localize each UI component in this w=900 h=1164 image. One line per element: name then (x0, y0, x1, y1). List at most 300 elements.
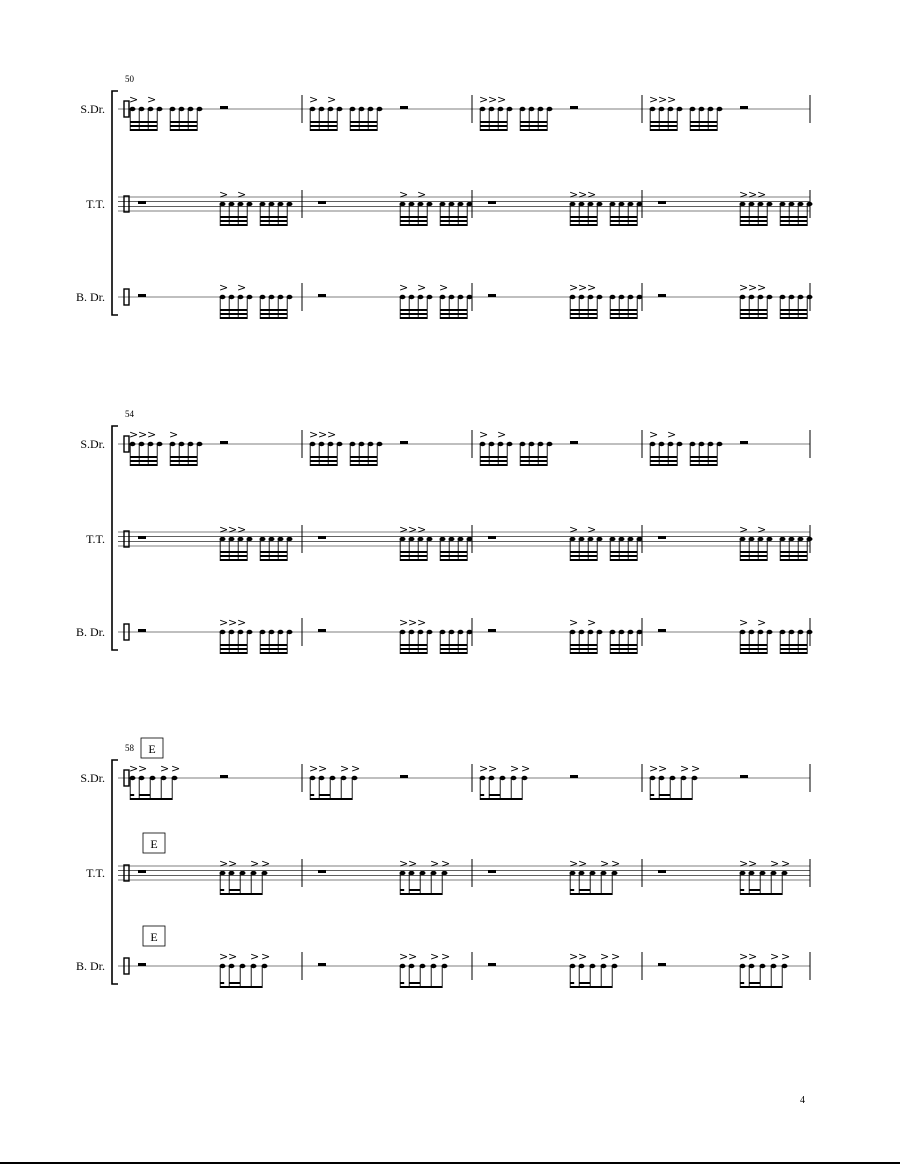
beam (740, 551, 767, 553)
beam (400, 559, 427, 561)
beam (740, 309, 767, 311)
accent-mark: > (237, 188, 247, 201)
accent-mark: > (757, 188, 767, 201)
measure-3 (479, 93, 578, 131)
accent-mark: > (611, 857, 621, 870)
accent-mark: > (261, 950, 271, 963)
beam (260, 644, 287, 646)
accent-mark: > (569, 281, 579, 294)
accent-mark: > (739, 281, 749, 294)
note-group (309, 93, 343, 131)
accent-mark: > (417, 281, 427, 294)
beam (610, 652, 637, 654)
beam (220, 313, 247, 315)
accent-mark: > (739, 523, 749, 536)
accent-mark: > (417, 188, 427, 201)
accent-mark: > (169, 428, 179, 441)
half-rest (658, 294, 666, 297)
accent-mark: > (578, 950, 588, 963)
beam (350, 460, 377, 462)
accent-mark: > (770, 857, 780, 870)
accent-mark: > (569, 616, 579, 629)
beam (319, 794, 330, 796)
accent-mark: > (569, 188, 579, 201)
beam (170, 456, 197, 458)
accent-mark: > (237, 281, 247, 294)
accent-mark: > (748, 857, 758, 870)
accent-mark: > (318, 762, 328, 775)
beam (480, 129, 507, 131)
beam (260, 648, 287, 650)
measure-3 (479, 428, 578, 466)
note-group (569, 523, 603, 561)
instrument-label: T.T. (86, 866, 105, 880)
beam (130, 460, 157, 462)
beam (260, 559, 287, 561)
beam (130, 798, 150, 800)
beam (170, 121, 197, 123)
beam (440, 555, 467, 557)
beam (440, 224, 467, 226)
instrument-label: T.T. (86, 532, 105, 546)
accent-mark: > (318, 428, 328, 441)
beam (400, 317, 427, 319)
beam (220, 555, 247, 557)
measure-3 (488, 523, 643, 561)
beam (229, 982, 240, 984)
measure-4 (649, 428, 748, 466)
beam (690, 456, 717, 458)
accent-mark: > (611, 950, 621, 963)
note-group (399, 281, 433, 319)
half-rest (658, 870, 666, 873)
beam (440, 559, 467, 561)
note-group (399, 188, 433, 226)
measure-2 (309, 762, 408, 800)
beam (440, 216, 467, 218)
beam (650, 129, 677, 131)
beam (480, 456, 507, 458)
beam (500, 798, 522, 800)
accent-mark: > (408, 950, 418, 963)
beam (570, 313, 597, 315)
system-bracket (112, 760, 118, 984)
measure-4 (658, 950, 790, 988)
beam (170, 460, 197, 462)
beam (650, 460, 677, 462)
beam (400, 652, 427, 654)
beam (570, 982, 574, 984)
accent-mark: > (488, 93, 498, 106)
beam (139, 794, 150, 796)
measure-2 (318, 616, 473, 654)
beam (350, 129, 377, 131)
beam (130, 794, 134, 796)
accent-mark: > (129, 762, 139, 775)
page-number: 4 (800, 1095, 805, 1106)
beam (579, 982, 590, 984)
beam (690, 464, 717, 466)
accent-mark: > (309, 93, 319, 106)
accent-mark: > (399, 188, 409, 201)
accent-mark: > (430, 857, 440, 870)
instrument-label: T.T. (86, 197, 105, 211)
accent-mark: > (261, 857, 271, 870)
note-group (129, 93, 163, 131)
accent-mark: > (219, 857, 229, 870)
beam (610, 224, 637, 226)
accent-mark: > (147, 428, 157, 441)
beam (650, 798, 670, 800)
beam (220, 216, 247, 218)
note-group (309, 428, 343, 466)
instrument-label: S.Dr. (80, 771, 105, 785)
beam (400, 889, 404, 891)
measure-number: 50 (125, 74, 134, 84)
beam (670, 798, 692, 800)
beam (740, 893, 760, 895)
accent-mark: > (649, 93, 659, 106)
accent-mark: > (219, 281, 229, 294)
note-group (649, 93, 683, 131)
rehearsal-mark: E (150, 930, 158, 944)
accent-mark: > (479, 762, 489, 775)
beam (260, 652, 287, 654)
beam (220, 986, 240, 988)
beam (480, 121, 507, 123)
beam (520, 125, 547, 127)
beam (260, 224, 287, 226)
note-group (479, 428, 513, 466)
beam (220, 220, 247, 222)
beam (400, 982, 404, 984)
beam (740, 652, 767, 654)
beam (130, 121, 157, 123)
beam (520, 460, 547, 462)
beam (740, 317, 767, 319)
beam (740, 889, 744, 891)
half-rest (740, 106, 748, 109)
beam (240, 986, 262, 988)
half-rest (570, 775, 578, 778)
accent-mark: > (578, 188, 588, 201)
accent-mark: > (439, 281, 449, 294)
note-group (780, 295, 813, 319)
note-group (569, 281, 603, 319)
measure-3 (488, 857, 620, 895)
beam (740, 216, 767, 218)
accent-mark: > (171, 762, 181, 775)
accent-mark: > (309, 428, 319, 441)
rehearsal-mark: E (150, 837, 158, 851)
beam (570, 309, 597, 311)
beam (520, 464, 547, 466)
beam (220, 889, 224, 891)
accent-mark: > (340, 762, 350, 775)
accent-mark: > (748, 950, 758, 963)
beam (570, 224, 597, 226)
beam (610, 309, 637, 311)
beam (400, 648, 427, 650)
beam (780, 648, 807, 650)
note-group (260, 630, 293, 654)
note-group (780, 630, 813, 654)
beam (480, 464, 507, 466)
accent-mark: > (667, 428, 677, 441)
beam (690, 121, 717, 123)
beam (740, 224, 767, 226)
accent-mark: > (228, 616, 238, 629)
half-rest (658, 201, 666, 204)
accent-mark: > (691, 762, 701, 775)
beam (690, 129, 717, 131)
beam (740, 555, 767, 557)
instrument-label: S.Dr. (80, 102, 105, 116)
beam (570, 652, 597, 654)
measure-1 (129, 428, 228, 466)
half-rest (570, 106, 578, 109)
beam (220, 309, 247, 311)
accent-mark: > (417, 523, 427, 536)
measure-4 (658, 616, 813, 654)
accent-mark: > (757, 281, 767, 294)
beam (480, 125, 507, 127)
accent-mark: > (219, 188, 229, 201)
accent-mark: > (757, 523, 767, 536)
beam (400, 220, 427, 222)
instrument-label: B. Dr. (75, 625, 105, 639)
measure-1 (129, 762, 228, 800)
accent-mark: > (250, 950, 260, 963)
beam (570, 317, 597, 319)
accent-mark: > (408, 523, 418, 536)
accent-mark: > (228, 523, 238, 536)
rehearsal-mark: E (148, 742, 156, 756)
accent-mark: > (479, 428, 489, 441)
beam (570, 893, 590, 895)
beam (570, 644, 597, 646)
note-group (350, 442, 383, 466)
beam (780, 652, 807, 654)
accent-mark: > (649, 428, 659, 441)
note-group (219, 616, 253, 654)
beam (650, 464, 677, 466)
accent-mark: > (129, 93, 139, 106)
beam (740, 648, 767, 650)
note-group (399, 523, 433, 561)
accent-mark: > (237, 616, 247, 629)
half-rest (400, 775, 408, 778)
note-group (350, 107, 383, 131)
measure-number: 54 (125, 409, 134, 419)
beam (400, 216, 427, 218)
note-group (440, 537, 473, 561)
accent-mark: > (399, 857, 409, 870)
beam (780, 313, 807, 315)
measure-2 (318, 950, 450, 988)
beam (740, 220, 767, 222)
beam (440, 644, 467, 646)
measure-4 (649, 93, 748, 131)
staff-sdr (80, 93, 810, 131)
note-group (260, 202, 293, 226)
beam (260, 551, 287, 553)
beam (350, 121, 377, 123)
measure-1 (138, 857, 270, 895)
beam (150, 798, 172, 800)
beam (220, 551, 247, 553)
accent-mark: > (587, 281, 597, 294)
half-rest (318, 963, 326, 966)
beam (570, 220, 597, 222)
accent-mark: > (649, 762, 659, 775)
beam (130, 456, 157, 458)
beam (579, 889, 590, 891)
half-rest (138, 629, 146, 632)
beam (520, 121, 547, 123)
half-rest (488, 536, 496, 539)
accent-mark: > (488, 762, 498, 775)
beam (130, 464, 157, 466)
accent-mark: > (497, 93, 507, 106)
measure-4 (658, 857, 790, 895)
half-rest (400, 106, 408, 109)
half-rest (658, 536, 666, 539)
accent-mark: > (497, 428, 507, 441)
beam (400, 555, 427, 557)
measure-1 (138, 188, 293, 226)
measure-1 (138, 616, 293, 654)
beam (220, 648, 247, 650)
accent-mark: > (781, 857, 791, 870)
beam (170, 125, 197, 127)
instrument-label: S.Dr. (80, 437, 105, 451)
accent-mark: > (739, 188, 749, 201)
system-bracket (112, 91, 118, 315)
beam (220, 559, 247, 561)
beam (310, 798, 330, 800)
beam (330, 798, 352, 800)
half-rest (318, 201, 326, 204)
accent-mark: > (578, 281, 588, 294)
beam (780, 559, 807, 561)
beam (610, 317, 637, 319)
note-group (649, 428, 683, 466)
beam (740, 986, 760, 988)
beam (650, 794, 654, 796)
accent-mark: > (569, 857, 579, 870)
note-group (569, 188, 603, 226)
note-group (610, 202, 643, 226)
beam (760, 893, 782, 895)
beam (780, 551, 807, 553)
beam (650, 125, 677, 127)
half-rest (220, 441, 228, 444)
beam (780, 317, 807, 319)
measure-1 (129, 93, 228, 131)
beam (130, 129, 157, 131)
accent-mark: > (680, 762, 690, 775)
note-group (739, 281, 773, 319)
percussion-clef-icon (124, 531, 129, 547)
beam (610, 551, 637, 553)
accent-mark: > (441, 857, 451, 870)
accent-mark: > (739, 857, 749, 870)
accent-mark: > (569, 523, 579, 536)
beam (310, 464, 337, 466)
beam (659, 794, 670, 796)
beam (590, 893, 612, 895)
beam (610, 648, 637, 650)
half-rest (318, 870, 326, 873)
beam (400, 551, 427, 553)
accent-mark: > (739, 616, 749, 629)
beam (440, 220, 467, 222)
accent-mark: > (219, 616, 229, 629)
beam (780, 224, 807, 226)
note-group (569, 616, 603, 654)
half-rest (138, 536, 146, 539)
staff-tt (86, 188, 812, 226)
beam (480, 460, 507, 462)
accent-mark: > (417, 616, 427, 629)
half-rest (488, 629, 496, 632)
beam (420, 893, 442, 895)
accent-mark: > (228, 857, 238, 870)
beam (570, 648, 597, 650)
beam (220, 317, 247, 319)
half-rest (488, 294, 496, 297)
half-rest (138, 201, 146, 204)
measure-2 (318, 281, 473, 319)
beam (440, 317, 467, 319)
beam (480, 798, 500, 800)
staff-sdr (80, 428, 810, 466)
note-group (739, 616, 773, 654)
beam (350, 125, 377, 127)
beam (690, 460, 717, 462)
system-2 (76, 409, 813, 654)
beam (570, 559, 597, 561)
beam (610, 216, 637, 218)
accent-mark: > (327, 93, 337, 106)
beam (749, 889, 760, 891)
beam (400, 893, 420, 895)
note-group (440, 630, 473, 654)
half-rest (220, 775, 228, 778)
beam (400, 986, 420, 988)
measure-1 (138, 281, 293, 319)
note-group (690, 107, 723, 131)
accent-mark: > (160, 762, 170, 775)
beam (350, 456, 377, 458)
half-rest (658, 629, 666, 632)
accent-mark: > (479, 93, 489, 106)
accent-mark: > (521, 762, 531, 775)
staff-tt (86, 833, 810, 895)
instrument-label: B. Dr. (75, 959, 105, 973)
beam (240, 893, 262, 895)
accent-mark: > (147, 93, 157, 106)
measure-4 (658, 523, 813, 561)
beam (310, 460, 337, 462)
measure-3 (479, 762, 578, 800)
beam (780, 644, 807, 646)
beam (440, 313, 467, 315)
measure-2 (318, 523, 473, 561)
beam (440, 652, 467, 654)
staff-bdr (76, 281, 813, 319)
